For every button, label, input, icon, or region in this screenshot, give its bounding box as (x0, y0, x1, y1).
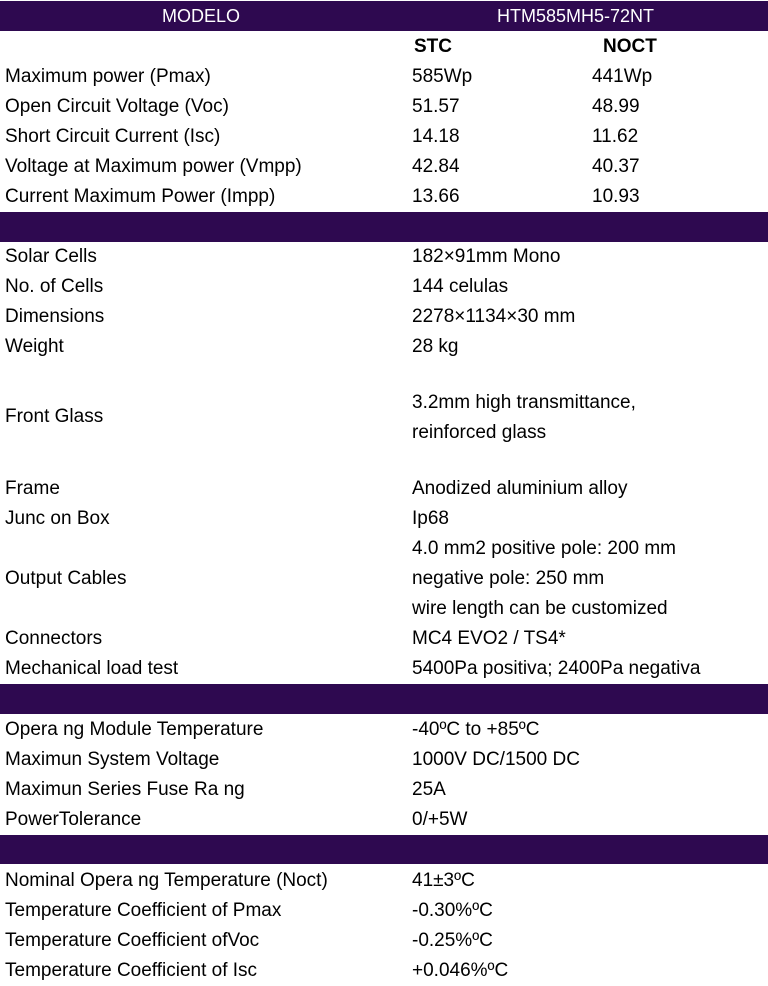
table-row (0, 504, 768, 534)
row-label: Frame (5, 478, 60, 499)
section-divider (0, 835, 768, 864)
table-row (0, 182, 768, 212)
table-row (0, 624, 768, 654)
stc-value: 13.66 (412, 186, 460, 207)
row-label: Voltage at Maximum power (Vmpp) (5, 156, 302, 177)
stc-value: 42.84 (412, 156, 460, 177)
table-row (0, 302, 768, 332)
electrical-column-headers (0, 32, 768, 62)
table-row (0, 122, 768, 152)
table-row (0, 152, 768, 182)
table-row (0, 715, 768, 745)
row-value: 182×91mm Mono (412, 246, 561, 267)
row-value: -0.30%ºC (412, 900, 493, 921)
noct-value: 10.93 (592, 186, 640, 207)
row-value: -40ºC to +85ºC (412, 719, 540, 740)
row-label: PowerTolerance (5, 809, 142, 830)
row-label: Maximun Series Fuse Ra ng (5, 779, 245, 800)
row-label: Opera ng Module Temperature (5, 719, 264, 740)
value-line: 4.0 mm2 positive pole: 200 mm (412, 538, 677, 559)
row-label: Junc on Box (5, 508, 110, 529)
row-label: Connectors (5, 628, 103, 649)
row-value: 41±3ºC (412, 870, 475, 891)
output-cables-row (0, 564, 768, 594)
front-glass-value (412, 388, 636, 448)
section-divider (0, 684, 768, 714)
row-label: Output Cables (5, 568, 127, 589)
row-value: Anodized aluminium alloy (412, 478, 628, 499)
row-value: MC4 EVO2 / TS4* (412, 628, 566, 649)
stc-value: 585Wp (412, 66, 473, 87)
value-line: wire length can be customized (412, 598, 668, 619)
noct-value: 441Wp (592, 66, 653, 87)
row-label: Solar Cells (5, 246, 97, 267)
row-value: 25A (412, 779, 446, 800)
value-line: negative pole: 250 mm (412, 568, 605, 589)
table-row (0, 775, 768, 805)
table-row (0, 926, 768, 956)
row-label: Nominal Opera ng Temperature (Noct) (5, 870, 328, 891)
table-row (0, 654, 768, 684)
noct-column-header: NOCT (603, 36, 657, 57)
row-label: Mechanical load test (5, 658, 179, 679)
table-row (0, 956, 768, 986)
stc-column-header: STC (414, 36, 452, 57)
model-label: MODELO (162, 6, 241, 26)
row-label: Maximun System Voltage (5, 749, 220, 770)
noct-value: 40.37 (592, 156, 640, 177)
noct-value: 11.62 (592, 126, 639, 147)
table-row (0, 745, 768, 775)
stc-value: 51.57 (412, 96, 460, 117)
row-label: Temperature Coefficient of Isc (5, 960, 258, 981)
row-label: Maximum power (Pmax) (5, 66, 211, 87)
value-line: reinforced glass (412, 422, 547, 443)
table-row (0, 242, 768, 272)
row-value: 0/+5W (412, 809, 468, 830)
table-row (0, 272, 768, 302)
row-label: Front Glass (5, 406, 104, 427)
table-row (0, 62, 768, 92)
table-row (0, 805, 768, 835)
front-glass-row (0, 402, 768, 432)
row-label: Dimensions (5, 306, 105, 327)
row-value: -0.25%ºC (412, 930, 493, 951)
row-value: Ip68 (412, 508, 449, 529)
table-row (0, 92, 768, 122)
row-label: Temperature Coefficient ofVoc (5, 930, 260, 951)
row-label: Weight (5, 336, 64, 357)
row-value: +0.046%ºC (412, 960, 509, 981)
row-label: Temperature Coefficient of Pmax (5, 900, 282, 921)
table-row (0, 474, 768, 504)
row-label: No. of Cells (5, 276, 104, 297)
table-row (0, 866, 768, 896)
header-band (0, 1, 768, 31)
row-value: 2278×1134×30 mm (412, 306, 576, 327)
row-value: 144 celulas (412, 276, 509, 297)
value-line: 3.2mm high transmittance, (412, 392, 636, 413)
row-label: Current Maximum Power (Impp) (5, 186, 276, 207)
section-divider (0, 212, 768, 242)
row-value: 1000V DC/1500 DC (412, 749, 580, 770)
stc-value: 14.18 (412, 126, 460, 147)
noct-value: 48.99 (592, 96, 640, 117)
row-label: Open Circuit Voltage (Voc) (5, 96, 229, 117)
row-value: 5400Pa positiva; 2400Pa negativa (412, 658, 701, 679)
table-row (0, 896, 768, 926)
table-row (0, 332, 768, 362)
row-label: Short Circuit Current (Isc) (5, 126, 221, 147)
model-value: HTM585MH5-72NT (497, 6, 655, 26)
row-value: 28 kg (412, 336, 459, 357)
